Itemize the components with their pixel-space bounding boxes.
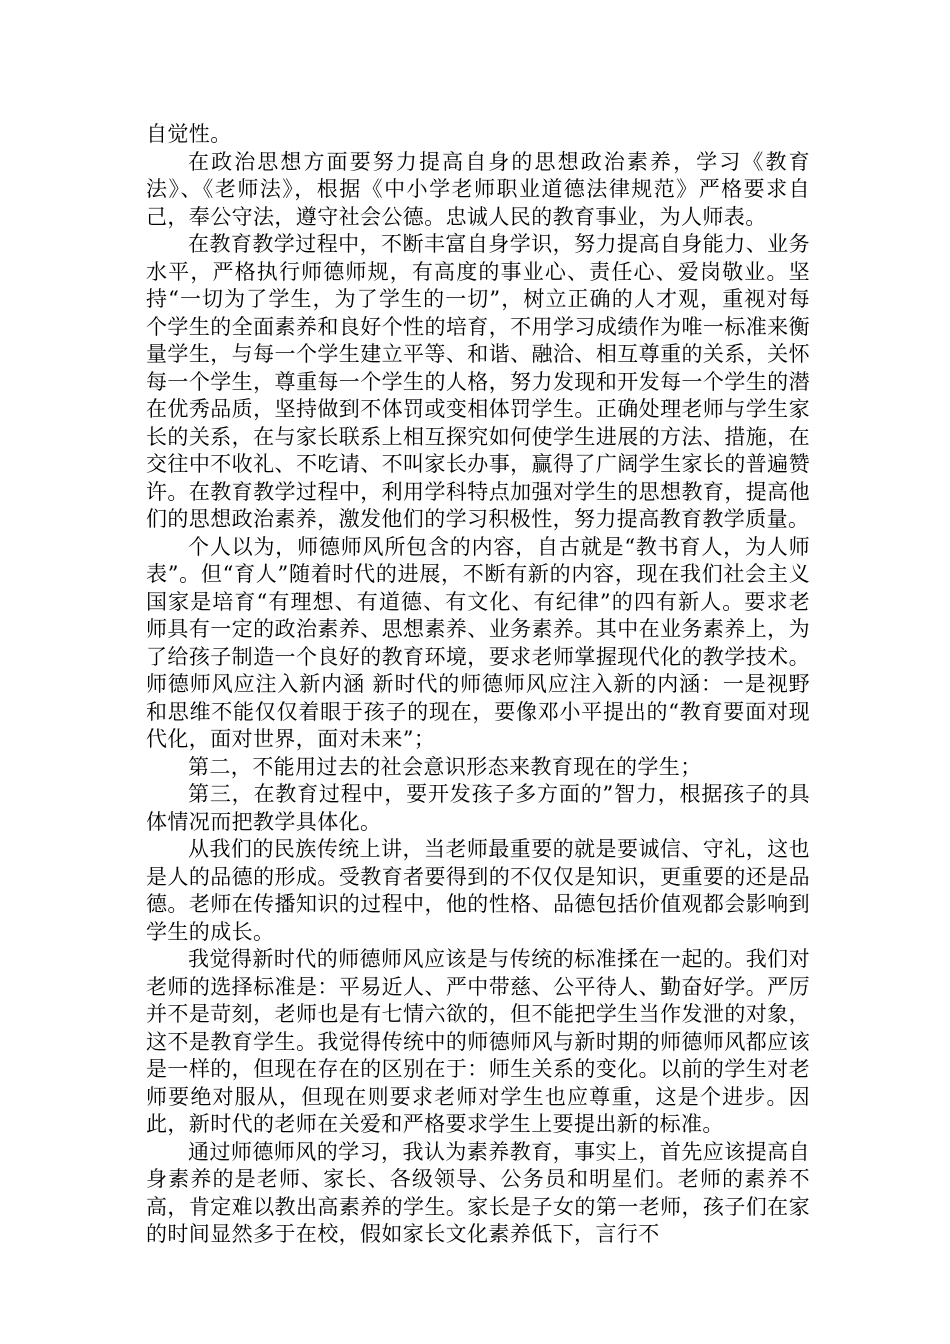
paragraph: 在教育教学过程中，不断丰富自身学识，努力提高自身能力、业务水平，严格执行师德师规，有高度的事业心、责任心、爱岗敬业。坚持“一切为了学生，为了学生的一切”，树立正确的人才观，重视对每个学生的全面素养和良好个性的培育，不用学习成绩作为唯一标准来衡量学生，与每一个学生建立平等、和谐、融洽、相互尊重的关系，关怀每一个学生，尊重每一个学生的人格，努力发现和开发每一个学生的潜在优秀品质，坚持做到不体罚或变相体罚学生。正确处理老师与学生家长的关系，在与家长联系上相互探究如何使学生进展的方法、措施，在交往中不收礼、不吃请、不叫家长办事，赢得了广阔学生家长的普遍赞许。在教育教学过程中，利用学科特点加强对学生的思想教育，提高他们的思想政治素养，激发他们的学习积极性，努力提高教育教学质量。 — [146, 232, 810, 531]
paragraph: 自觉性。 — [146, 122, 232, 146]
document-body — [146, 121, 810, 1249]
paragraph: 在政治思想方面要努力提高自身的思想政治素养，学习《教育法》、《老师法》，根据《中小学老师职业道德法律规范》严格要求自己，奉公守法，遵守社会公德。忠诚人民的教育事业，为人师表。 — [146, 149, 810, 229]
paragraph: 个人以为，师德师风所包含的内容，自古就是“教书育人，为人师表”。但“育人”随着时代的进展，不断有新的内容，现在我们社会主义国家是培育“有理想、有道德、有文化、有纪律”的四有新人。要求老师具有一定的政治素养、思想素养、业务素养。其中在业务素养上，为了给孩子制造一个良好的教育环境，要求老师掌握现代化的教学技术。师德师风应注入新内涵 新时代的师德师风应注入新的内涵：一是视野和思维不能仅仅着眼于孩子的现在，要像邓小平提出的“教育要面对现代化，面对世界，面对未来”； — [146, 534, 810, 751]
paragraph: 从我们的民族传统上讲，当老师最重要的就是要诚信、守礼，这也是人的品德的形成。受教育者要得到的不仅仅是知识，更重要的还是品德。老师在传播知识的过程中，他的性格、品德包括价值观都会影响到学生的成长。 — [146, 837, 810, 944]
paragraph: 我觉得新时代的师德师风应该是与传统的标准揉在一起的。我们对老师的选择标准是：平易近人、严中带慈、公平待人、勤奋好学。严厉并不是苛刻，老师也是有七情六欲的，但不能把学生当作发泄的对象，这不是教育学生。我觉得传统中的师德师风与新时期的师德师风都应该是一样的，但现在存在的区别在于：师生关系的变化。以前的学生对老师要绝对服从，但现在则要求老师对学生也应尊重，这是个进步。因此，新时代的老师在关爱和严格要求学生上要提出新的标准。 — [146, 947, 810, 1136]
paragraph: 第二，不能用过去的社会意识形态来教育现在的学生； — [188, 754, 702, 779]
paragraph: 第三，在教育过程中，要开发孩子多方面的”智力，根据孩子的具体情况而把教学具体化。 — [146, 782, 810, 834]
paragraph: 通过师德师风的学习，我认为素养教育，事实上，首先应该提高自身素养的是老师、家长、各级领导、公务员和明星们。老师的素养不高，肯定难以教出高素养的学生。家长是子女的第一老师，孩子们在家的时间显然多于在校，假如家长文化素养低下，言行不 — [146, 1139, 810, 1246]
